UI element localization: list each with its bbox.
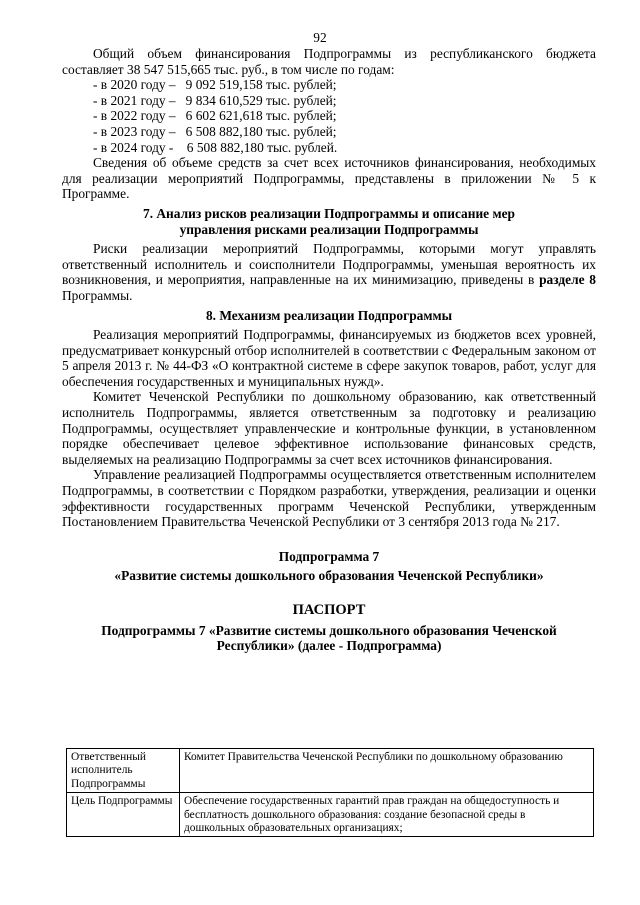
section7-text [62,241,596,303]
passport-title: ПАСПОРТ [292,602,366,618]
page-number: 92 [313,30,327,45]
financing-year-line: - в 2020 году – 9 092 519,158 тыс. рублей; [93,77,337,93]
passport-subtitle-line2: Республики» (далее - Подпрограмма) [216,638,442,654]
passport-row [67,793,594,837]
section8-paragraph-1: Реализация мероприятий Подпрограммы, финансируемых из бюджетов всех уровней, предусматривает конкурсный отбор исполнителей в соответствии с Федеральным законом от 5 апреля 2013 г. № 44-ФЗ «О контрактной системе в сфере закупок товаров, работ, услуг для обеспечения государственных и муниципальных нужд». [62,327,596,389]
section8-paragraph-3: Управление реализацией Подпрограммы осуществляется ответственным исполнителем Подпрограммы, в соответствии с Порядком разработки, утверждения, реализации и оценки эффективности государственных программ Чеченской Республики, утвержденным Постановлением Правительства Чеченской Республики от 3 сентября 2013 года № 217. [62,467,596,530]
passport-row-value: Обеспечение государственных гарантий прав граждан на общедоступность и бесплатность дошкольного образования: создание безопасной среды в дошкольных образовательных организациях; [180,793,594,837]
passport-row-value: Комитет Правительства Чеченской Республики по дошкольному образованию [180,749,594,793]
passport-subtitle-line1: Подпрограммы 7 «Развитие системы дошкольного образования Чеченской [101,622,557,638]
section8-heading: 8. Механизм реализации Подпрограммы [205,307,453,323]
section7-heading-line2: управления рисками реализации Подпрограммы [179,221,479,237]
section8-paragraph-2: Комитет Чеченской Республики по дошкольному образованию, как ответственный исполнитель Подпрограммы, является ответственным за подготовку и реализацию Подпрограммы, осуществляет управленческие и контрольные функции, в установленном порядке обеспечивает целевое эффективное использование финансовых средств, выделяемых на реализацию Подпрограммы за счет всех источников финансирования. [62,389,596,467]
section7-text-bold: разделе 8 [539,272,596,288]
passport-row-label: Цель Подпрограммы [67,793,180,837]
passport-row [67,749,594,793]
section7-text-end: Программы. [62,287,133,303]
subprogram-title: Подпрограмма 7 [278,548,380,564]
financing-intro: Общий объем финансирования Подпрограммы из республиканского бюджета составляет 38 547 515,665 тыс. руб., в том числе по годам: [62,46,596,77]
financing-year-line: - в 2024 году - 6 508 882,180 тыс. рублей. [93,139,338,155]
financing-year-line: - в 2023 году – 6 508 882,180 тыс. рублей; [93,123,337,139]
section7-text-start: Риски реализации мероприятий Подпрограммы, которыми могут управлять ответственный исполнитель и соисполнители Подпрограммы, уменьшая вероятность их возникновения, и мероприятия, направленные на их минимизацию, приведены в [62,241,596,288]
financing-year-line: - в 2021 году – 9 834 610,529 тыс. рублей; [93,92,337,108]
financing-block [62,46,596,654]
passport-row-label: Ответственный исполнитель Подпрограммы [67,749,180,793]
financing-year-line: - в 2022 году – 6 602 621,618 тыс. рублей; [93,108,337,124]
passport-table [66,748,594,837]
subprogram-name: «Развитие системы дошкольного образования Чеченской Республики» [114,568,544,584]
financing-sources: Сведения об объеме средств за счет всех источников финансирования, необходимых для реализации мероприятий Подпрограммы, представлены в приложении № 5 к Программе. [62,155,596,202]
section7-heading-line1: 7. Анализ рисков реализации Подпрограммы и описание мер [143,205,515,221]
financing-years [62,77,596,155]
